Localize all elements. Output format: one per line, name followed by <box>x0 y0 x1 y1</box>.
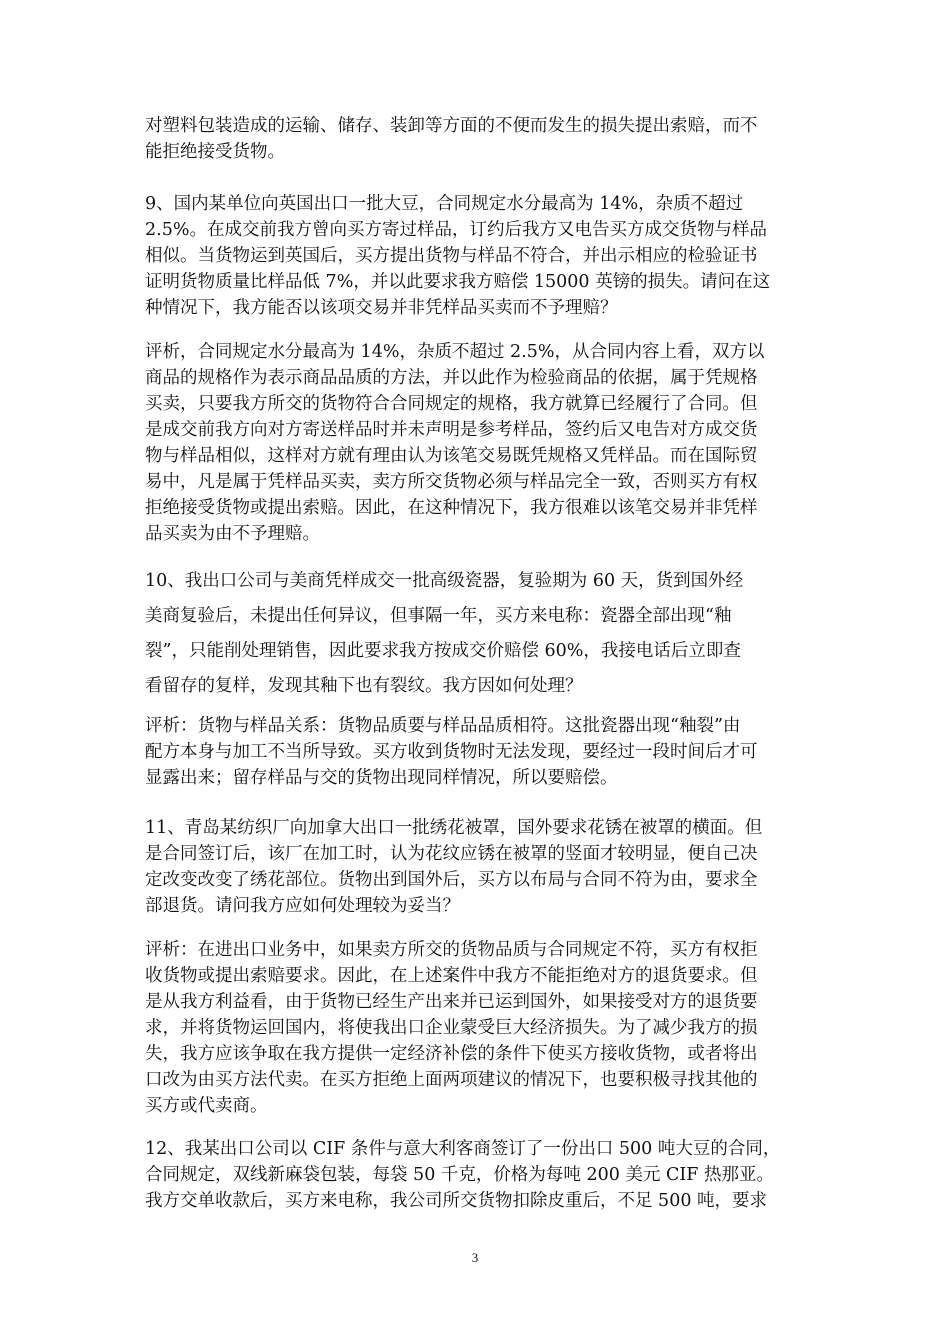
text-line: 能拒绝接受货物。 <box>145 142 285 162</box>
text-line: 收货物或提出索赔要求。因此，在上述案件中我方不能拒绝对方的退货要求。但 <box>145 966 758 986</box>
text-line: 我方交单收款后，买方来电称，我公司所交货物扣除皮重后，不足 500 吨，要求 <box>145 1191 768 1211</box>
text-line: 物与样品相似，这样对方就有理由认为该笔交易既凭规格又凭样品。而在国际贸 <box>145 446 758 466</box>
text-line: 商品的规格作为表示商品品质的方法，并以此作为检验商品的依据，属于凭规格 <box>145 368 758 388</box>
text-line: 失，我方应该争取在我方提供一定经济补偿的条件下使买方接收货物，或者将出 <box>145 1044 758 1064</box>
text-line: 易中，凡是属于凭样品买卖，卖方所交货物必须与样品完全一致，否则买方有权 <box>145 472 758 492</box>
text-line: 买卖，只要我方所交的货物符合合同规定的规格，我方就算已经履行了合同。但 <box>145 394 758 414</box>
text-line: 买方或代卖商。 <box>145 1096 268 1116</box>
paragraph-continuation <box>145 113 810 165</box>
text-line: 是合同签订后，该厂在加工时，认为花纹应锈在被罩的竖面才较明显，便自己决 <box>145 844 758 864</box>
text-line: 配方本身与加工不当所导致。买方收到货物时无法发现，要经过一段时间后才可 <box>145 742 758 762</box>
text-line: 评析，合同规定水分最高为 14%，杂质不超过 2.5%，从合同内容上看，双方以 <box>145 342 765 362</box>
question-12 <box>145 1136 810 1214</box>
page-number: 3 <box>471 1250 479 1265</box>
question-10 <box>145 564 810 704</box>
text-line: 求，并将货物运回国内，将使我出口企业蒙受巨大经济损失。为了减少我方的损 <box>145 1018 758 1038</box>
text-line: 种情况下，我方能否以该项交易并非凭样品买卖而不予理赔？ <box>145 298 618 318</box>
analysis-9 <box>145 339 810 547</box>
text-line: 评析：货物与样品关系：货物品质要与样品品质相符。这批瓷器出现“釉裂”由 <box>145 716 741 736</box>
question-11 <box>145 815 810 919</box>
text-line: 拒绝接受货物或提出索赔。因此，在这种情况下，我方很难以该笔交易并非凭样 <box>145 498 758 518</box>
text-line: 评析：在进出口业务中，如果卖方所交的货物品质与合同规定不符，买方有权拒 <box>145 940 758 960</box>
text-line: 对塑料包装造成的运输、储存、装卸等方面的不便而发生的损失提出索赔，而不 <box>145 116 758 136</box>
text-line: 相似。当货物运到英国后，买方提出货物与样品不符合，并出示相应的检验证书 <box>145 246 758 266</box>
text-line: 裂”，只能削处理销售，因此要求我方按成交价赔偿 60%，我接电话后立即查 <box>145 641 741 661</box>
text-line: 部退货。请问我方应如何处理较为妥当？ <box>145 896 460 916</box>
analysis-10 <box>145 713 810 791</box>
text-line: 12、我某出口公司以 CIF 条件与意大利客商签订了一份出口 500 吨大豆的合同， <box>145 1139 781 1159</box>
text-line: 口改为由买方法代卖。在买方拒绝上面两项建议的情况下，也要积极寻找其他的 <box>145 1070 758 1090</box>
text-line: 11、青岛某纺织厂向加拿大出口一批绣花被罩，国外要求花锈在被罩的横面。但 <box>145 818 763 838</box>
text-line: 定改变改变了绣花部位。货物出到国外后，买方以布局与合同不符为由，要求全 <box>145 870 758 890</box>
text-line: 合同规定，双线新麻袋包装，每袋 50 千克，价格为每吨 200 美元 CIF 热那亚。 <box>145 1165 774 1185</box>
analysis-11 <box>145 937 810 1119</box>
text-line: 是成交前我方向对方寄送样品时并未声明是参考样品，签约后又电告对方成交货 <box>145 420 758 440</box>
text-line: 显露出来；留存样品与交的货物出现同样情况，所以要赔偿。 <box>145 768 618 788</box>
text-line: 是从我方利益看，由于货物已经生产出来并已运到国外，如果接受对方的退货要 <box>145 992 758 1012</box>
text-line: 9、国内某单位向英国出口一批大豆，合同规定水分最高为 14%，杂质不超过 <box>145 194 744 214</box>
text-line: 看留存的复样，发现其釉下也有裂纹。我方因如何处理？ <box>145 676 583 696</box>
question-9 <box>145 191 810 321</box>
text-line: 2.5%。在成交前我方曾向买方寄过样品，订约后我方又电告买方成交货物与样品 <box>145 220 767 240</box>
text-line: 品买卖为由不予理赔。 <box>145 524 320 544</box>
text-line: 证明货物质量比样品低 7%，并以此要求我方赔偿 15000 英镑的损失。请问在这 <box>145 272 771 292</box>
text-line: 10、我出口公司与美商凭样成交一批高级瓷器，复验期为 60 天，货到国外经 <box>145 571 744 591</box>
text-line: 美商复验后，未提出任何异议，但事隔一年，买方来电称：瓷器全部出现“釉 <box>145 606 732 626</box>
